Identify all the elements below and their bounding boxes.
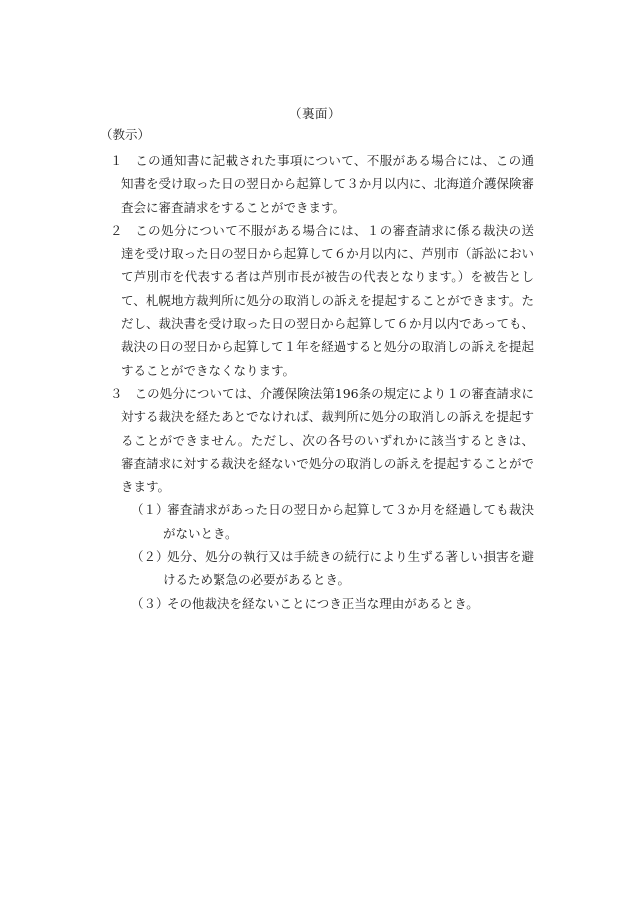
- page-title: （裏面）: [288, 106, 341, 121]
- sub-item-number: （１）: [131, 502, 169, 518]
- item-number: ３: [110, 385, 123, 401]
- sub-item-text: 審査請求があった日の翌日から起算して３か月を経過しても裁決がないとき。: [163, 502, 534, 541]
- sub-item-text: その他裁決を経ないことにつき正当な理由があるとき。: [167, 595, 479, 611]
- item-number: １: [110, 153, 123, 168]
- list-item: [100, 149, 534, 219]
- sub-item-number: （３）: [131, 595, 169, 611]
- sub-item-number: （２）: [131, 549, 169, 565]
- item-text: この通知書に記載された事項について、不服がある場合には、この通知書を受け取った日の翌日から起算して３か月以内に、北海道介護保険審査会に審査請求をすることができます。: [121, 153, 534, 215]
- item-text: この処分について不服がある場合には、１の審査請求に係る裁決の送達を受け取った日の翌日から起算して６か月以内に、芦別市（訴訟において芦別市を代表する者は芦別市長が被告の代表となります。）を被告として、札幌地方裁判所に処分の取消しの訴えを提起することができます。ただし、裁決書を受け取った日の翌日から起算して６か月以内であっても、裁決の日の翌日から起算して１年を経過すると処分の取消しの訴えを提起することができなくなります。: [121, 222, 534, 378]
- sub-list-item: [100, 498, 534, 545]
- sub-list-item: [100, 545, 534, 592]
- instruction-list: [100, 149, 534, 615]
- item-number: ２: [110, 222, 123, 238]
- list-item: [100, 382, 534, 498]
- sub-list-item: [100, 592, 534, 615]
- section-label: （教示）: [100, 127, 151, 142]
- sub-item-text: 処分、処分の執行又は手続きの続行により生ずる著しい損害を避けるため緊急の必要があるとき。: [163, 549, 534, 588]
- item-text: この処分については、介護保険法第196条の規定により１の審査請求に対する裁決を経たあとでなければ、裁判所に処分の取消しの訴えを提起することができません。ただし、次の各号のいずれかに該当するときは、審査請求に対する裁決を経ないで処分の取消しの訴えを提起することができます。: [121, 385, 534, 495]
- list-item: [100, 219, 534, 382]
